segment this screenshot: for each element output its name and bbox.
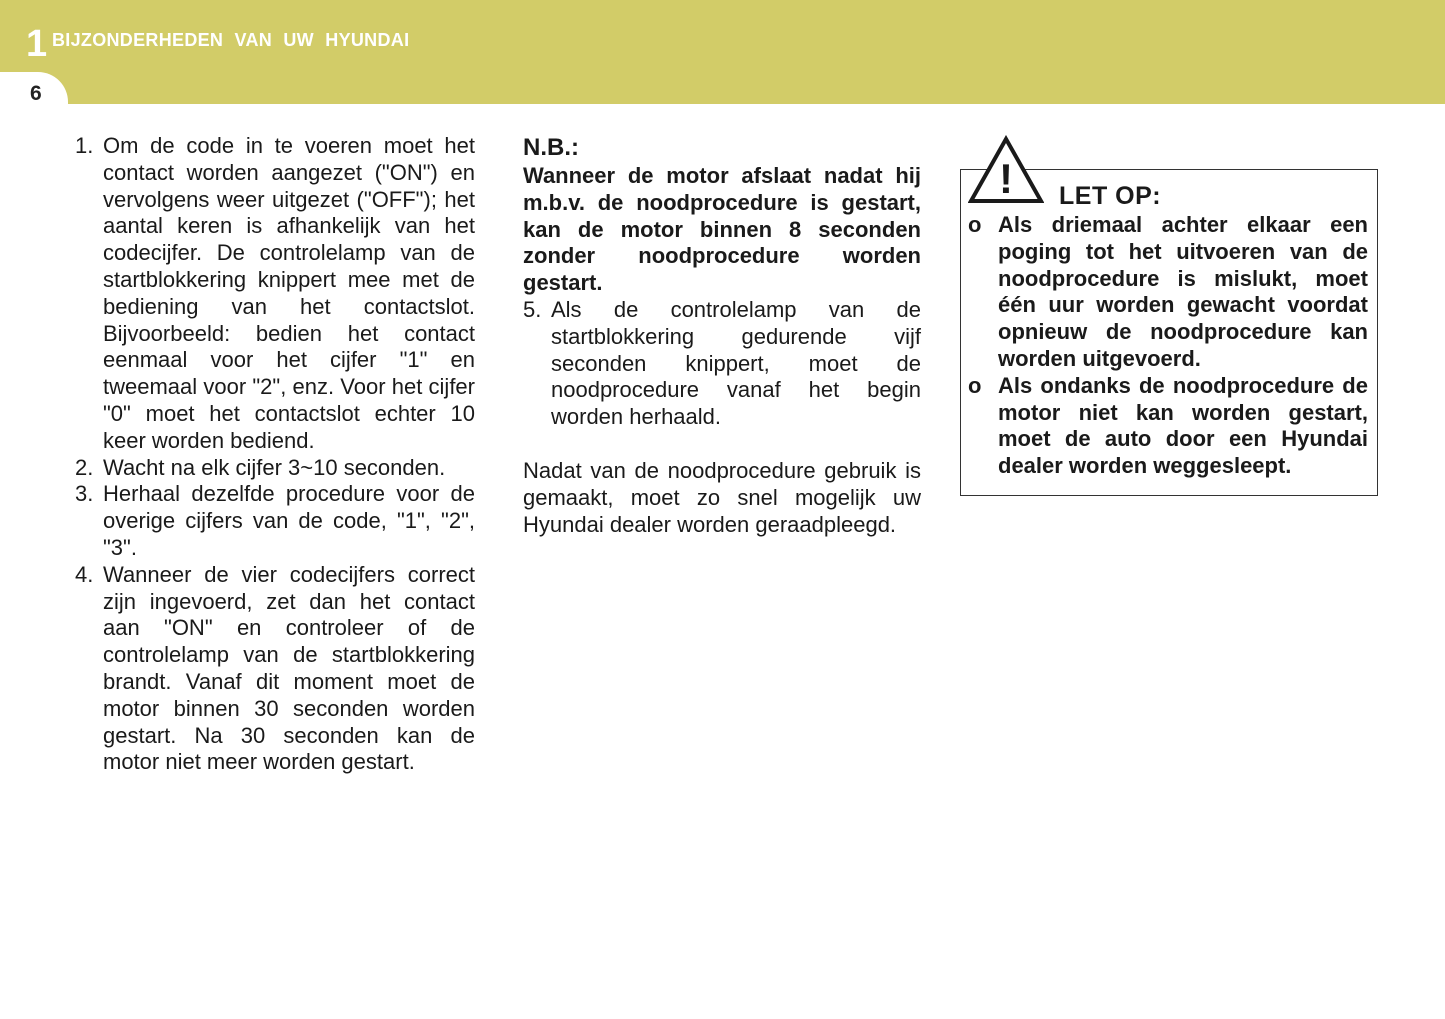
warning-title: LET OP:: [1059, 182, 1162, 210]
step-text: Als de controlelamp van de startblokkering gedurende vijf seconden knippert, moet de noodprocedure vanaf het begin worden herhaald.: [551, 296, 921, 430]
step-1: [75, 133, 475, 455]
closing-text: Nadat van de noodprocedure gebruik is gemaakt, moet zo snel mogelijk uw Hyundai dealer worden geraadpleegd.: [523, 457, 921, 537]
column-1: [75, 133, 475, 776]
warning-item: [968, 373, 1368, 480]
step-number: 2.: [75, 454, 94, 480]
step-number: 1.: [75, 133, 94, 158]
page-number: 6: [30, 82, 42, 105]
bullet: o: [968, 372, 982, 398]
step-number: 3.: [75, 481, 94, 507]
step-5: [523, 297, 921, 431]
warning-item-text: Als driemaal achter elkaar een poging tot het uitvoeren van de noodprocedure is mislukt, moet één uur worden gewacht voordat opnieuw de noodprocedure kan worden uitgevoerd.: [998, 212, 1368, 371]
warning-list: [968, 212, 1368, 480]
step-text: Om de code in te voeren moet het contact worden aangezet ("ON") en vervolgens weer uitgezet ("OFF"); het aantal keren is afhankelijk van het codecijfer. De controlelamp van de startblokkering knippert mee met de bediening van het contactslot. Bijvoorbeeld: bedien het contact eenmaal voor het cijfer "1" en tweemaal voor "2", enz. Voor het cijfer "0" moet het contactslot echter 10 keer worden bediend.: [103, 133, 475, 453]
header-band: [0, 0, 1445, 104]
nb-text: Wanneer de motor afslaat nadat hij m.b.v. de noodprocedure is gestart, kan de motor binnen 8 seconden zonder noodprocedure worden gestart.: [523, 163, 921, 296]
bullet: o: [968, 212, 982, 237]
chapter-number: 1: [26, 23, 48, 65]
warning-triangle-icon: [968, 135, 1044, 205]
chapter-title: BIJZONDERHEDEN VAN UW HYUNDAI: [52, 30, 410, 50]
step-text: Herhaal dezelfde procedure voor de overige cijfers van de code, "1", "2", "3".: [103, 481, 475, 560]
step-4: [75, 562, 475, 776]
nb-title: N.B.:: [523, 134, 579, 161]
warning-item-text: Als ondanks de noodprocedure de motor niet kan worden gestart, moet de auto door een Hyundai dealer worden weggesleept.: [998, 372, 1368, 479]
step-number: 4.: [75, 561, 94, 587]
warning-glyph: !: [999, 155, 1013, 202]
step-text: Wacht na elk cijfer 3~10 seconden.: [103, 454, 446, 480]
step-number: 5.: [523, 296, 542, 322]
warning-item: [968, 212, 1368, 373]
step-text: Wanneer de vier codecijfers correct zijn ingevoerd, zet dan het contact aan "ON" en controleer of de controlelamp van de startblokkering brandt. Vanaf dit moment moet de motor binnen 30 seconden worden gestart. Na 30 seconden kan de motor niet meer worden gestart.: [103, 561, 475, 775]
step-2: [75, 455, 475, 482]
procedure-steps: [75, 133, 475, 776]
step-3: [75, 481, 475, 561]
column-2: [523, 133, 921, 538]
